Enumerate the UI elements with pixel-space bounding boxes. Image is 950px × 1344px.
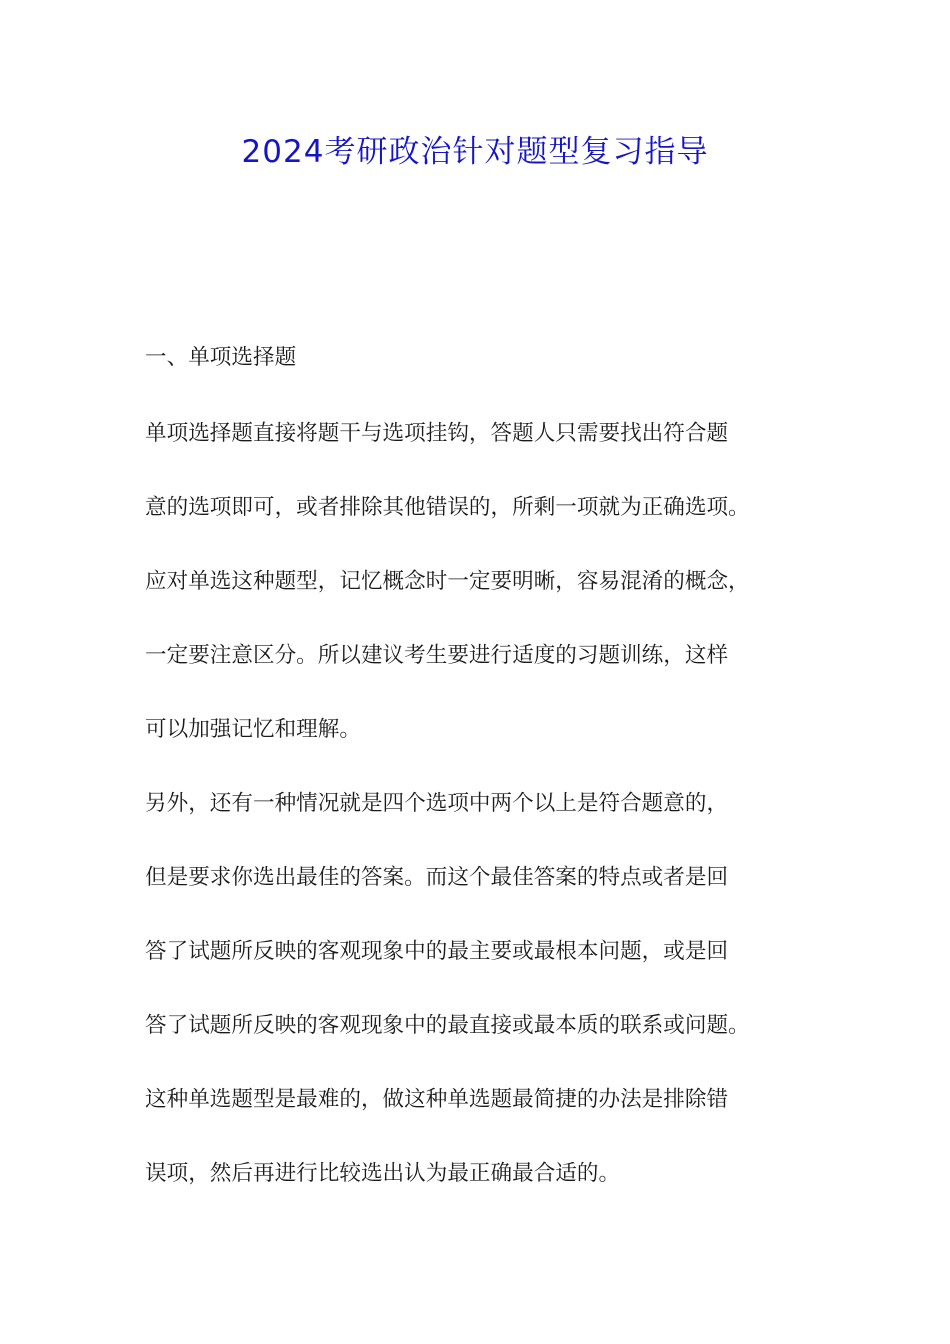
section-heading: 一、单项选择题 [145, 345, 297, 370]
paragraph-line: 误项，然后再进行比较选出认为最正确最合适的。 [145, 1161, 621, 1186]
paragraph-line: 应对单选这种题型，记忆概念时一定要明晰，容易混淆的概念， [145, 569, 750, 594]
paragraph-line: 另外，还有一种情况就是四个选项中两个以上是符合题意的， [145, 791, 729, 816]
paragraph-line: 这种单选题型是最难的，做这种单选题最简捷的办法是排除错 [145, 1087, 729, 1112]
paragraph-line: 答了试题所反映的客观现象中的最直接或最本质的联系或问题。 [145, 1013, 750, 1038]
paragraph-line: 意的选项即可，或者排除其他错误的，所剩一项就为正确选项。 [145, 495, 750, 520]
paragraph-line: 可以加强记忆和理解。 [145, 717, 361, 742]
paragraph-line: 一定要注意区分。所以建议考生要进行适度的习题训练，这样 [145, 643, 729, 668]
paragraph-line: 单项选择题直接将题干与选项挂钩，答题人只需要找出符合题 [145, 421, 729, 446]
paragraph-line: 答了试题所反映的客观现象中的最主要或最根本问题，或是回 [145, 939, 729, 964]
paragraph-line: 但是要求你选出最佳的答案。而这个最佳答案的特点或者是回 [145, 865, 729, 890]
page-title: 2024考研政治针对题型复习指导 [241, 134, 709, 170]
body-text [145, 338, 825, 1228]
